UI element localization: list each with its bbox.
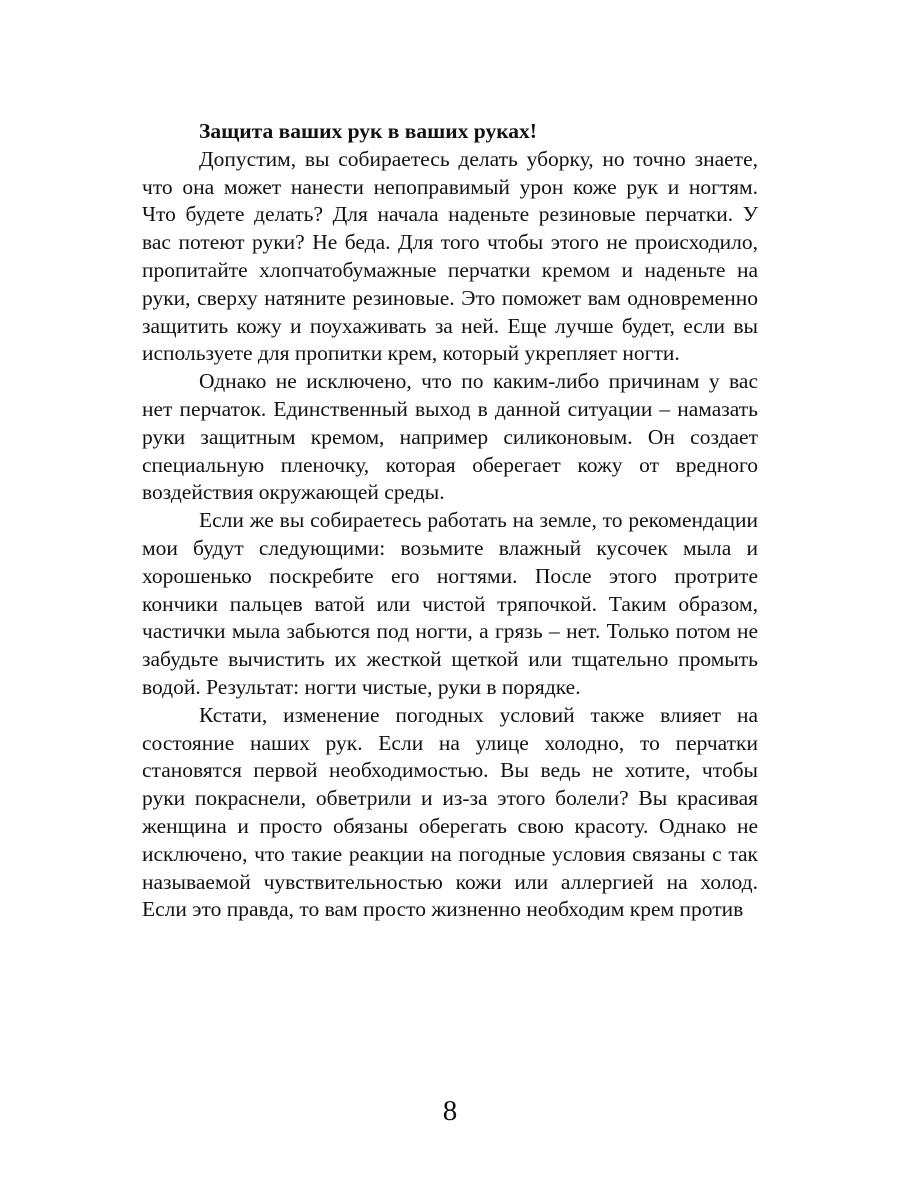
section-heading: Защита ваших рук в ваших руках! [199, 119, 537, 143]
page-number: 8 [442, 1095, 458, 1127]
paragraph-protective-cream: Однако не исключено, что по каким-либо причинам у вас нет перчаток. Единственный выход в данной ситуации – намазать руки защитным кремом, например силиконовым. Он создает специальную пленочку, которая оберегает кожу от вредного воздействия окружающей среды. [142, 369, 758, 505]
page-body [142, 118, 758, 924]
paragraph-garden-work: Если же вы собираетесь работать на земле, то рекомендации мои будут следующими: возьмите влажный кусочек мыла и хорошенько поскребите его ногтями. После этого протрите кончики пальцев ватой или чистой тряпочкой. Таким образом, частички мыла забьются под ногти, а грязь – нет. Только потом не забудьте вычистить их жесткой щеткой или тщательно промыть водой. Результат: ногти чистые, руки в порядке. [142, 508, 758, 699]
paragraph-weather: Кстати, изменение погодных условий также влияет на состояние наших рук. Если на улице холодно, то перчатки становятся первой необходимостью. Вы ведь не хотите, чтобы руки покраснели, обветрили и из-за этого болели? Вы красивая женщина и просто обязаны оберегать свою красоту. Однако не исключено, что такие реакции на погодные условия связаны с так называемой чувствительностью кожи или аллергией на холод. Если это правда, то вам просто жизненно необходим крем против [142, 702, 758, 922]
paragraph-gloves: Допустим, вы собираетесь делать уборку, но точно знаете, что она может нанести непоправимый урон коже рук и ногтям. Что будете делать? Для начала наденьте резиновые перчатки. У вас потеют руки? Не беда. Для того чтобы этого не происходило, пропитайте хлопчатобумажные перчатки кремом и наденьте на руки, сверху натяните резиновые. Это поможет вам одновременно защитить кожу и поухаживать за ней. Еще лучше будет, если вы используете для пропитки крем, который укрепляет ногти. [142, 146, 758, 366]
